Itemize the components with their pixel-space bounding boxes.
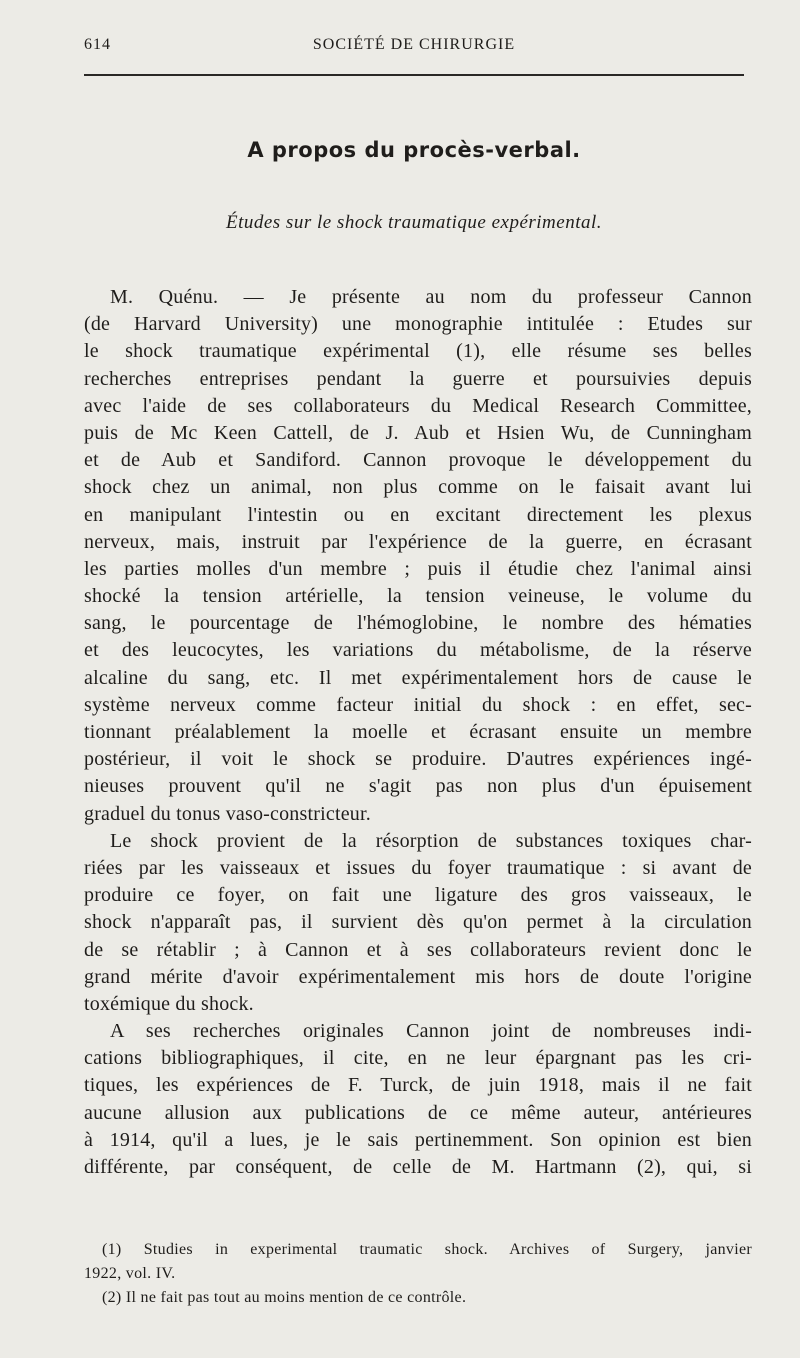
- body-line: Le shock provient de la résorption de substances toxiques char-: [110, 829, 752, 852]
- body-line: M. Quénu. — Je présente au nom du professeur Cannon: [110, 286, 752, 308]
- body-line: nerveux, mais, instruit par l'expérience de la guerre, en écrasant: [84, 530, 752, 553]
- body-line: A ses recherches originales Cannon joint de nombreuses indi-: [110, 1020, 752, 1043]
- body-text: [84, 284, 752, 1181]
- footnotes: [84, 1238, 752, 1310]
- body-line: avec l'aide de ses collaborateurs du Medical Research Committee,: [84, 394, 752, 417]
- body-line: grand mérite d'avoir expérimentalement mis hors de doute l'origine: [84, 965, 752, 988]
- body-line: les parties molles d'un membre ; puis il étudie chez l'animal ainsi: [84, 557, 752, 580]
- body-line: nieuses prouvent qu'il ne s'agit pas non plus d'un épuisement: [84, 775, 752, 798]
- body-line: à 1914, qu'il a lues, je le sais pertinemment. Son opinion est bien: [84, 1128, 752, 1151]
- body-line: toxémique du shock.: [84, 992, 254, 1015]
- article-title: Études sur le shock traumatique expérimental.: [225, 212, 603, 233]
- body-line: shocké la tension artérielle, la tension veineuse, le volume du: [84, 585, 752, 608]
- header-rule: [84, 74, 744, 76]
- body-line: alcaline du sang, etc. Il met expérimentalement hors de cause le: [84, 666, 752, 689]
- body-line: recherches entreprises pendant la guerre et poursuivies depuis: [84, 367, 752, 390]
- body-line: et des leucocytes, les variations du métabolisme, de la réserve: [84, 639, 752, 662]
- page-header: [84, 36, 744, 60]
- body-line: le shock traumatique expérimental (1), elle résume ses belles: [84, 340, 752, 363]
- body-line: produire ce foyer, on fait une ligature des gros vaisseaux, le: [84, 884, 752, 907]
- footnote-line: 1922, vol. IV.: [84, 1265, 176, 1282]
- body-line: shock n'apparaît pas, il survient dès qu'on permet à la circulation: [84, 911, 752, 934]
- body-line: de se rétablir ; à Cannon et à ses collaborateurs revient donc le: [84, 938, 752, 961]
- body-line: cations bibliographiques, il cite, en ne leur épargnant pas les cri-: [84, 1047, 752, 1070]
- body-line: tiques, les expériences de F. Turck, de juin 1918, mais il ne fait: [84, 1074, 752, 1097]
- body-line: différente, par conséquent, de celle de M. Hartmann (2), qui, si: [84, 1156, 752, 1178]
- body-line: shock chez un animal, non plus comme on le faisait avant lui: [84, 476, 752, 499]
- footnote-line: (1) Studies in experimental traumatic shock. Archives of Surgery, janvier: [102, 1241, 752, 1258]
- body-line: sang, le pourcentage de l'hémoglobine, le nombre des hématies: [84, 612, 752, 635]
- body-line: graduel du tonus vaso-constricteur.: [84, 802, 371, 825]
- body-line: puis de Mc Keen Cattell, de J. Aub et Hsien Wu, de Cunningham: [84, 421, 752, 444]
- body-line: (de Harvard University) une monographie intitulée : Etudes sur: [84, 313, 752, 336]
- body-line: riées par les vaisseaux et issues du foyer traumatique : si avant de: [84, 856, 752, 879]
- body-line: et de Aub et Sandiford. Cannon provoque le développement du: [84, 449, 752, 472]
- footnote-line: (2) Il ne fait pas tout au moins mention de ce contrôle.: [102, 1289, 467, 1306]
- page-number: 614: [84, 36, 111, 53]
- running-head: SOCIÉTÉ DE CHIRURGIE: [312, 36, 516, 53]
- section-title: A propos du procès-verbal.: [247, 138, 581, 162]
- body-line: aucune allusion aux publications de ce même auteur, antérieures: [84, 1101, 752, 1124]
- body-line: postérieur, il voit le shock se produire. D'autres expériences ingé-: [84, 748, 752, 771]
- body-line: tionnant préalablement la moelle et écrasant ensuite un membre: [84, 721, 752, 743]
- body-line: en manipulant l'intestin ou en excitant directement les plexus: [84, 503, 752, 526]
- body-line: système nerveux comme facteur initial du shock : en effet, sec-: [84, 693, 752, 716]
